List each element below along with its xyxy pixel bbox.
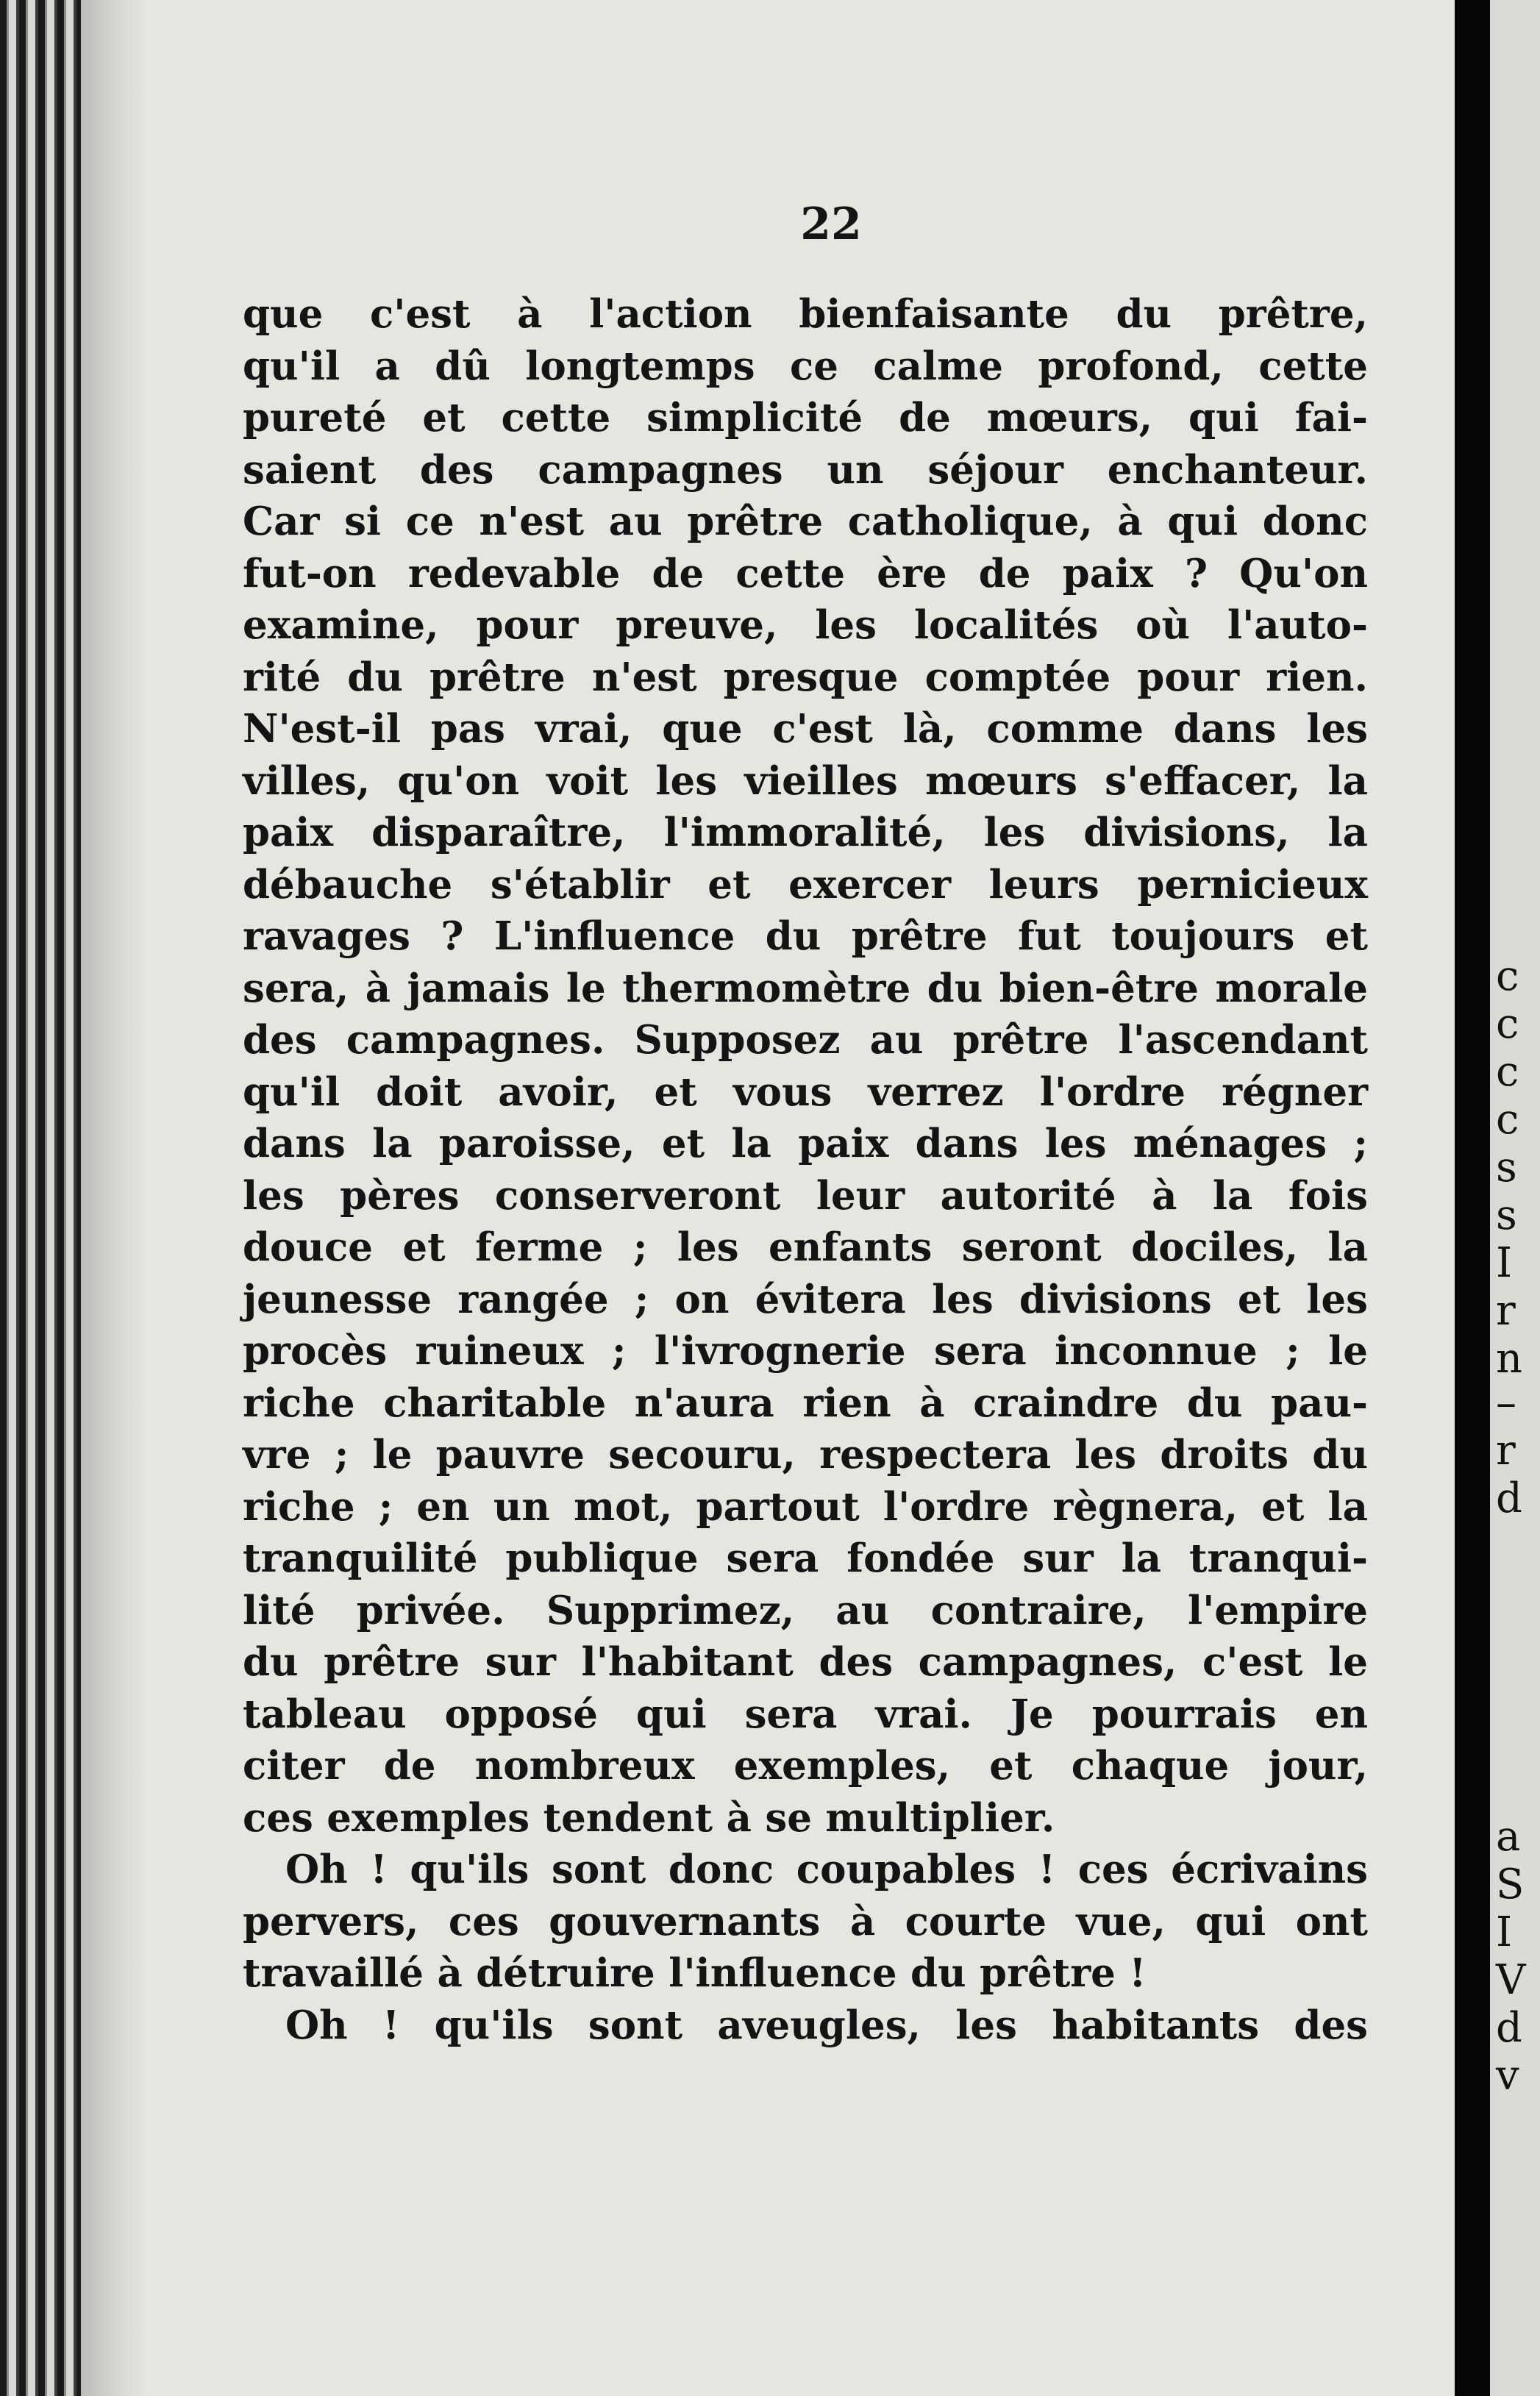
text-line: du prêtre sur l'habitant des campagnes, c'est le bbox=[243, 1639, 1368, 1685]
text-line: que c'est à l'action bienfaisante du prêtre, bbox=[243, 291, 1368, 337]
text-line: vre ; le pauvre secouru, respectera les droits du bbox=[243, 1432, 1368, 1477]
adjacent-page-letter: S bbox=[1496, 1861, 1525, 1908]
adjacent-page-letter: d bbox=[1496, 1475, 1522, 1522]
adjacent-page-letter: c bbox=[1496, 952, 1519, 1000]
adjacent-page-letter: r bbox=[1496, 1427, 1516, 1475]
text-line: citer de nombreux exemples, et chaque jour, bbox=[243, 1743, 1368, 1789]
text-line: ravages ? L'influence du prêtre fut toujours et bbox=[243, 913, 1368, 959]
text-line: pervers, ces gouvernants à courte vue, qui ont bbox=[243, 1898, 1368, 1944]
text-line: riche charitable n'aura rien à craindre du pau- bbox=[243, 1380, 1368, 1426]
text-line: lité privée. Supprimez, au contraire, l'empire bbox=[243, 1587, 1368, 1633]
adjacent-page-letter: c bbox=[1496, 1048, 1519, 1096]
adjacent-page-letter: d bbox=[1496, 2004, 1522, 2052]
text-line: tranquilité publique sera fondée sur la tranqui- bbox=[243, 1536, 1368, 1581]
text-line: examine, pour preuve, les localités où l'auto- bbox=[243, 602, 1368, 648]
adjacent-page-letter: c bbox=[1496, 1000, 1519, 1048]
text-line: douce et ferme ; les enfants seront dociles, la bbox=[243, 1224, 1368, 1270]
adjacent-page-letter: I bbox=[1496, 1239, 1513, 1287]
text-line: qu'il a dû longtemps ce calme profond, cette bbox=[243, 343, 1368, 389]
text-line: saient des campagnes un séjour enchanteur. bbox=[243, 446, 1368, 493]
text-line: rité du prêtre n'est presque comptée pour rien. bbox=[243, 654, 1368, 700]
page-number: 22 bbox=[800, 199, 862, 250]
text-line: N'est-il pas vrai, que c'est là, comme dans les bbox=[243, 706, 1368, 752]
text-line: fut-on redevable de cette ère de paix ? Qu'on bbox=[243, 550, 1368, 596]
text-line: procès ruineux ; l'ivrognerie sera inconnue ; le bbox=[243, 1328, 1368, 1374]
text-line: Car si ce n'est au prêtre catholique, à qui donc bbox=[243, 499, 1368, 544]
text-line: sera, à jamais le thermomètre du bien-être morale bbox=[243, 965, 1368, 1011]
adjacent-page-edge bbox=[1490, 0, 1540, 2396]
adjacent-page-letter: n bbox=[1496, 1335, 1523, 1383]
adjacent-page-letter: c bbox=[1496, 1096, 1519, 1144]
adjacent-page-letter: s bbox=[1496, 1191, 1517, 1239]
adjacent-page-letter: I bbox=[1496, 1908, 1513, 1956]
page-gutter-shadow bbox=[81, 0, 147, 2396]
text-line: dans la paroisse, et la paix dans les ménages ; bbox=[243, 1121, 1368, 1166]
adjacent-page-letter: – bbox=[1496, 1379, 1516, 1427]
page-divider bbox=[1455, 0, 1490, 2396]
adjacent-page-letter: s bbox=[1496, 1144, 1517, 1191]
text-line: Oh ! qu'ils sont donc coupables ! ces écrivains bbox=[285, 1847, 1368, 1892]
adjacent-page-letter: V bbox=[1496, 1956, 1526, 2004]
text-line: riche ; en un mot, partout l'ordre règnera, et la bbox=[243, 1483, 1368, 1530]
text-line: ces exemples tendent à se multiplier. bbox=[243, 1794, 1055, 1841]
text-line: qu'il doit avoir, et vous verrez l'ordre régner bbox=[243, 1069, 1368, 1115]
text-line: jeunesse rangée ; on évitera les divisions et les bbox=[243, 1276, 1368, 1322]
text-line: paix disparaître, l'immoralité, les divisions, la bbox=[243, 810, 1368, 855]
text-line: débauche s'établir et exercer leurs pernicieux bbox=[243, 861, 1368, 908]
text-line: tableau opposé qui sera vrai. Je pourrais en bbox=[243, 1691, 1368, 1737]
text-line: travaillé à détruire l'influence du prêtre ! bbox=[243, 1950, 1147, 1996]
body-text bbox=[243, 288, 1368, 2051]
text-line: Oh ! qu'ils sont aveugles, les habitants des bbox=[285, 2002, 1368, 2048]
text-line: pureté et cette simplicité de mœurs, qui fai- bbox=[243, 395, 1368, 441]
text-line: les pères conserveront leur autorité à la fois bbox=[243, 1172, 1368, 1219]
adjacent-page-letter: v bbox=[1496, 2052, 1519, 2100]
text-line: des campagnes. Supposez au prêtre l'ascendant bbox=[243, 1017, 1368, 1063]
adjacent-page-letter: a bbox=[1496, 1813, 1521, 1861]
book-page-edges bbox=[0, 0, 81, 2396]
adjacent-page-letter: r bbox=[1496, 1287, 1516, 1335]
text-line: villes, qu'on voit les vieilles mœurs s'effacer, la bbox=[243, 757, 1368, 804]
